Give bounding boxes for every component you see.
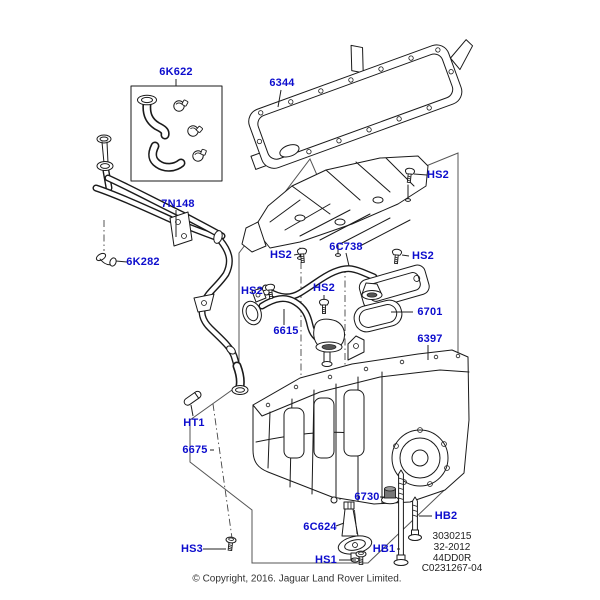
- callout-6c624[interactable]: 6C624: [303, 521, 337, 533]
- callout-6675[interactable]: 6675: [182, 444, 208, 456]
- callout-7n148[interactable]: 7N148: [161, 198, 195, 210]
- plate-line-3: 44DD0R: [432, 552, 472, 564]
- group-pickup-tube-6c738: [252, 263, 431, 311]
- callout-6c738[interactable]: 6C738: [329, 241, 363, 253]
- group-bolt-hb2: [409, 497, 422, 541]
- callout-hs3[interactable]: HS3: [181, 543, 203, 555]
- callout-hs1[interactable]: HS1: [315, 554, 337, 566]
- group-oil-level-sensor-6c624: [337, 502, 374, 562]
- group-gasket-6344: [227, 6, 489, 175]
- callout-6701[interactable]: 6701: [417, 306, 443, 318]
- drawing-reference-plate: [422, 532, 483, 575]
- callout-6730[interactable]: 6730: [354, 491, 380, 503]
- callout-hb1[interactable]: HB1: [372, 543, 396, 555]
- callout-6k622[interactable]: 6K622: [159, 66, 193, 78]
- callout-hb2[interactable]: HB2: [434, 510, 458, 522]
- callout-hs2-1[interactable]: HS2: [427, 169, 449, 181]
- plate-line-1: 3030215: [432, 531, 472, 542]
- group-hose-kit-6k622: [131, 86, 222, 181]
- callout-ht1[interactable]: HT1: [183, 417, 205, 429]
- group-oil-pan-6675: [253, 336, 469, 504]
- callout-6397[interactable]: 6397: [417, 333, 443, 345]
- group-dowel-ht1: [183, 390, 203, 407]
- callout-6k282[interactable]: 6K282: [126, 256, 160, 268]
- plate-line-4: C0231267-04: [421, 563, 483, 575]
- callout-6615[interactable]: 6615: [273, 325, 299, 337]
- callout-hs2-3[interactable]: HS2: [412, 250, 434, 262]
- plate-line-2: 32-2012: [433, 541, 471, 553]
- group-fitting-6k282: [95, 252, 117, 267]
- callout-hs2-4[interactable]: HS2: [241, 285, 263, 297]
- group-gasket-6701: [352, 298, 405, 335]
- callout-hs2-5[interactable]: HS2: [313, 282, 335, 294]
- callout-hs2-2[interactable]: HS2: [270, 249, 292, 261]
- copyright-notice: © Copyright, 2016. Jaguar Land Rover Limited.: [192, 573, 402, 585]
- callout-6344[interactable]: 6344: [269, 77, 295, 89]
